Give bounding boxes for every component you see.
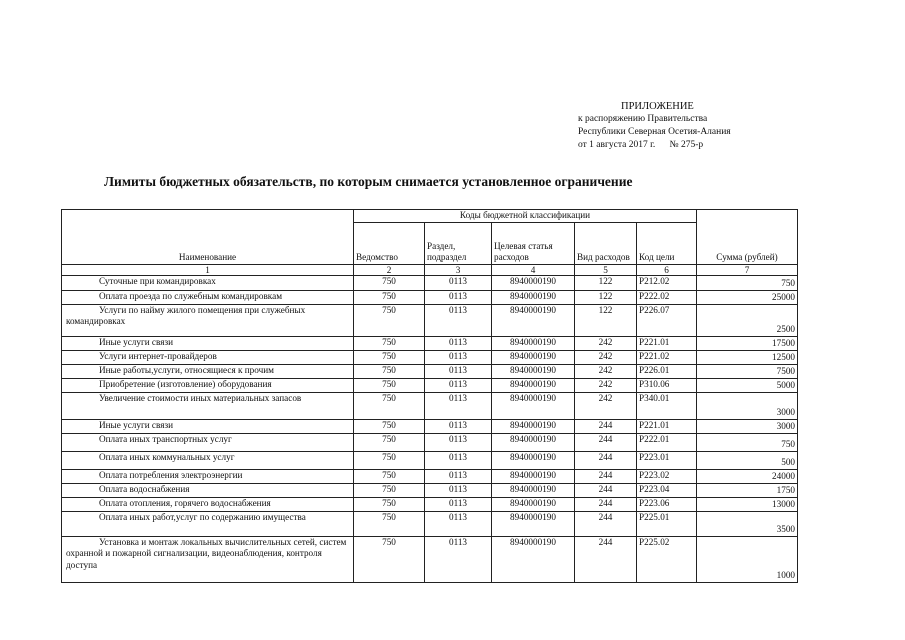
cell-section: 0113 — [425, 483, 492, 497]
cell-dept: 750 — [354, 451, 425, 469]
appendix-title: ПРИЛОЖЕНИЕ — [621, 101, 694, 112]
cell-sum: 5000 — [697, 378, 798, 392]
cell-target: 8940000190 — [492, 350, 575, 364]
row-label: Оплата иных транспортных услуг — [99, 433, 232, 444]
cell-dept: 750 — [354, 364, 425, 378]
cell-dept: 750 — [354, 419, 425, 433]
cell-target: 8940000190 — [492, 392, 575, 419]
cell-section: 0113 — [425, 275, 492, 290]
cell-kind: 244 — [575, 483, 637, 497]
table-row — [62, 392, 798, 419]
cell-goal: Р212.02 — [637, 275, 697, 290]
cell-dept: 750 — [354, 304, 425, 336]
cell-section: 0113 — [425, 392, 492, 419]
row-label: Оплата потребления электроэнергии — [99, 469, 243, 480]
cell-sum: 3500 — [697, 511, 798, 536]
cell-sum: 2500 — [697, 304, 798, 336]
cell-target: 8940000190 — [492, 336, 575, 350]
cell-section: 0113 — [425, 350, 492, 364]
cell-goal: Р340.01 — [637, 392, 697, 419]
header-kind: Вид расходов — [575, 222, 637, 264]
table-row — [62, 364, 798, 378]
row-label: Приобретение (изготовление) оборудования — [99, 378, 272, 389]
cell-sum: 750 — [697, 433, 798, 451]
cell-dept: 750 — [354, 290, 425, 304]
header-row-1 — [62, 210, 798, 223]
row-label: Оплата иных коммунальных услуг — [99, 451, 235, 462]
cell-dept: 750 — [354, 350, 425, 364]
table-row — [62, 536, 798, 582]
appendix-date: от 1 августа 2017 г. — [578, 140, 656, 150]
col-number: 3 — [425, 264, 492, 275]
cell-kind: 244 — [575, 536, 637, 582]
col-number: 1 — [62, 264, 354, 275]
cell-sum: 3000 — [697, 392, 798, 419]
col-number: 6 — [637, 264, 697, 275]
limits-table — [61, 209, 798, 583]
col-number: 5 — [575, 264, 637, 275]
cell-name — [62, 290, 354, 304]
cell-goal: Р226.01 — [637, 364, 697, 378]
cell-target: 8940000190 — [492, 451, 575, 469]
page-title: Лимиты бюджетных обязательств, по которым снимается установленное ограничение — [104, 174, 633, 189]
row-label: Иные услуги связи — [99, 419, 173, 430]
appendix-line-1: к распоряжению Правительства — [578, 114, 708, 124]
cell-target: 8940000190 — [492, 304, 575, 336]
cell-kind: 242 — [575, 378, 637, 392]
table-row — [62, 336, 798, 350]
header-dept: Ведомство — [354, 222, 425, 264]
appendix-line-2: Республики Северная Осетия-Алания — [578, 127, 731, 137]
header-goal: Код цели — [637, 222, 697, 264]
cell-kind: 244 — [575, 419, 637, 433]
row-label: Оплата отопления, горячего водоснабжения — [99, 497, 271, 508]
table-row — [62, 419, 798, 433]
cell-dept: 750 — [354, 469, 425, 483]
cell-goal: Р223.06 — [637, 497, 697, 511]
cell-kind: 244 — [575, 497, 637, 511]
cell-goal: Р222.01 — [637, 433, 697, 451]
cell-kind: 244 — [575, 433, 637, 451]
cell-name — [62, 536, 354, 582]
header-sum: Сумма (рублей) — [697, 210, 798, 265]
cell-target: 8940000190 — [492, 290, 575, 304]
cell-section: 0113 — [425, 451, 492, 469]
row-label: Оплата иных работ,услуг по содержанию имущества — [99, 511, 306, 522]
table-row — [62, 469, 798, 483]
row-label: Оплата проезда по служебным командировкам — [99, 290, 283, 301]
cell-dept: 750 — [354, 536, 425, 582]
cell-goal: Р226.07 — [637, 304, 697, 336]
cell-sum: 750 — [697, 275, 798, 290]
cell-dept: 750 — [354, 497, 425, 511]
header-number-row — [62, 264, 798, 275]
cell-goal: Р225.02 — [637, 536, 697, 582]
cell-sum: 24000 — [697, 469, 798, 483]
cell-goal: Р223.02 — [637, 469, 697, 483]
cell-sum: 25000 — [697, 290, 798, 304]
appendix-date-line — [578, 139, 731, 152]
cell-kind: 122 — [575, 304, 637, 336]
cell-section: 0113 — [425, 469, 492, 483]
table-row — [62, 304, 798, 336]
cell-name — [62, 483, 354, 497]
cell-section: 0113 — [425, 378, 492, 392]
cell-target: 8940000190 — [492, 275, 575, 290]
cell-goal: Р310.06 — [637, 378, 697, 392]
cell-kind: 242 — [575, 336, 637, 350]
cell-name — [62, 336, 354, 350]
cell-name — [62, 451, 354, 469]
cell-kind: 244 — [575, 451, 637, 469]
cell-target: 8940000190 — [492, 419, 575, 433]
cell-dept: 750 — [354, 433, 425, 451]
cell-sum: 1750 — [697, 483, 798, 497]
header-section: Раздел, подраздел — [425, 222, 492, 264]
cell-dept: 750 — [354, 483, 425, 497]
cell-target: 8940000190 — [492, 483, 575, 497]
cell-target: 8940000190 — [492, 497, 575, 511]
row-label: Иные услуги связи — [99, 336, 173, 347]
cell-kind: 244 — [575, 469, 637, 483]
header-codes-group: Коды бюджетной классификации — [354, 210, 697, 223]
cell-dept: 750 — [354, 275, 425, 290]
table-row — [62, 350, 798, 364]
cell-name — [62, 392, 354, 419]
table-row — [62, 451, 798, 469]
cell-target: 8940000190 — [492, 433, 575, 451]
cell-name — [62, 469, 354, 483]
cell-section: 0113 — [425, 290, 492, 304]
header-target: Целевая статья расходов — [492, 222, 575, 264]
row-label: Услуги по найму жилого помещения при служебных командировках — [66, 304, 306, 326]
table-body — [62, 275, 798, 582]
cell-target: 8940000190 — [492, 378, 575, 392]
cell-section: 0113 — [425, 336, 492, 350]
cell-kind: 242 — [575, 392, 637, 419]
cell-goal: Р223.01 — [637, 451, 697, 469]
col-number: 4 — [492, 264, 575, 275]
table-row — [62, 497, 798, 511]
row-label: Услуги интернет-провайдеров — [99, 350, 217, 361]
cell-kind: 122 — [575, 275, 637, 290]
cell-sum: 7500 — [697, 364, 798, 378]
cell-dept: 750 — [354, 336, 425, 350]
header-name: Наименование — [62, 210, 354, 265]
cell-goal: Р223.04 — [637, 483, 697, 497]
cell-target: 8940000190 — [492, 511, 575, 536]
table-row — [62, 483, 798, 497]
cell-kind: 122 — [575, 290, 637, 304]
row-label: Установка и монтаж локальных вычислительных сетей, систем охранной и пожарной сигнализации, видеонаблюдения, контроля доступа — [66, 536, 347, 570]
cell-sum: 500 — [697, 451, 798, 469]
cell-name — [62, 419, 354, 433]
cell-name — [62, 350, 354, 364]
cell-section: 0113 — [425, 364, 492, 378]
cell-name — [62, 433, 354, 451]
cell-goal: Р221.01 — [637, 419, 697, 433]
cell-section: 0113 — [425, 419, 492, 433]
cell-section: 0113 — [425, 497, 492, 511]
cell-name — [62, 378, 354, 392]
col-number: 2 — [354, 264, 425, 275]
row-label: Оплата водоснабжения — [99, 483, 190, 494]
cell-section: 0113 — [425, 304, 492, 336]
cell-target: 8940000190 — [492, 364, 575, 378]
cell-dept: 750 — [354, 392, 425, 419]
row-label: Увеличение стоимости иных материальных запасов — [99, 392, 302, 403]
cell-goal: Р225.01 — [637, 511, 697, 536]
cell-sum: 12500 — [697, 350, 798, 364]
cell-name — [62, 511, 354, 536]
cell-section: 0113 — [425, 536, 492, 582]
cell-sum: 17500 — [697, 336, 798, 350]
appendix-block — [578, 100, 731, 152]
cell-section: 0113 — [425, 433, 492, 451]
cell-section: 0113 — [425, 511, 492, 536]
cell-kind: 244 — [575, 511, 637, 536]
appendix-number: № 275-р — [669, 140, 704, 150]
cell-sum: 13000 — [697, 497, 798, 511]
cell-kind: 242 — [575, 364, 637, 378]
table-row — [62, 378, 798, 392]
cell-name — [62, 364, 354, 378]
cell-goal: Р221.02 — [637, 350, 697, 364]
cell-dept: 750 — [354, 378, 425, 392]
row-label: Иные работы,услуги, относящиеся к прочим — [99, 364, 274, 375]
cell-sum: 1000 — [697, 536, 798, 582]
cell-sum: 3000 — [697, 419, 798, 433]
table-row — [62, 433, 798, 451]
cell-kind: 242 — [575, 350, 637, 364]
cell-name — [62, 497, 354, 511]
table-row — [62, 275, 798, 290]
cell-target: 8940000190 — [492, 536, 575, 582]
cell-goal: Р222.02 — [637, 290, 697, 304]
col-number: 7 — [697, 264, 798, 275]
table-row — [62, 511, 798, 536]
table-row — [62, 290, 798, 304]
row-label: Суточные при командировках — [99, 275, 216, 286]
cell-name — [62, 275, 354, 290]
cell-name — [62, 304, 354, 336]
cell-target: 8940000190 — [492, 469, 575, 483]
cell-goal: Р221.01 — [637, 336, 697, 350]
cell-dept: 750 — [354, 511, 425, 536]
